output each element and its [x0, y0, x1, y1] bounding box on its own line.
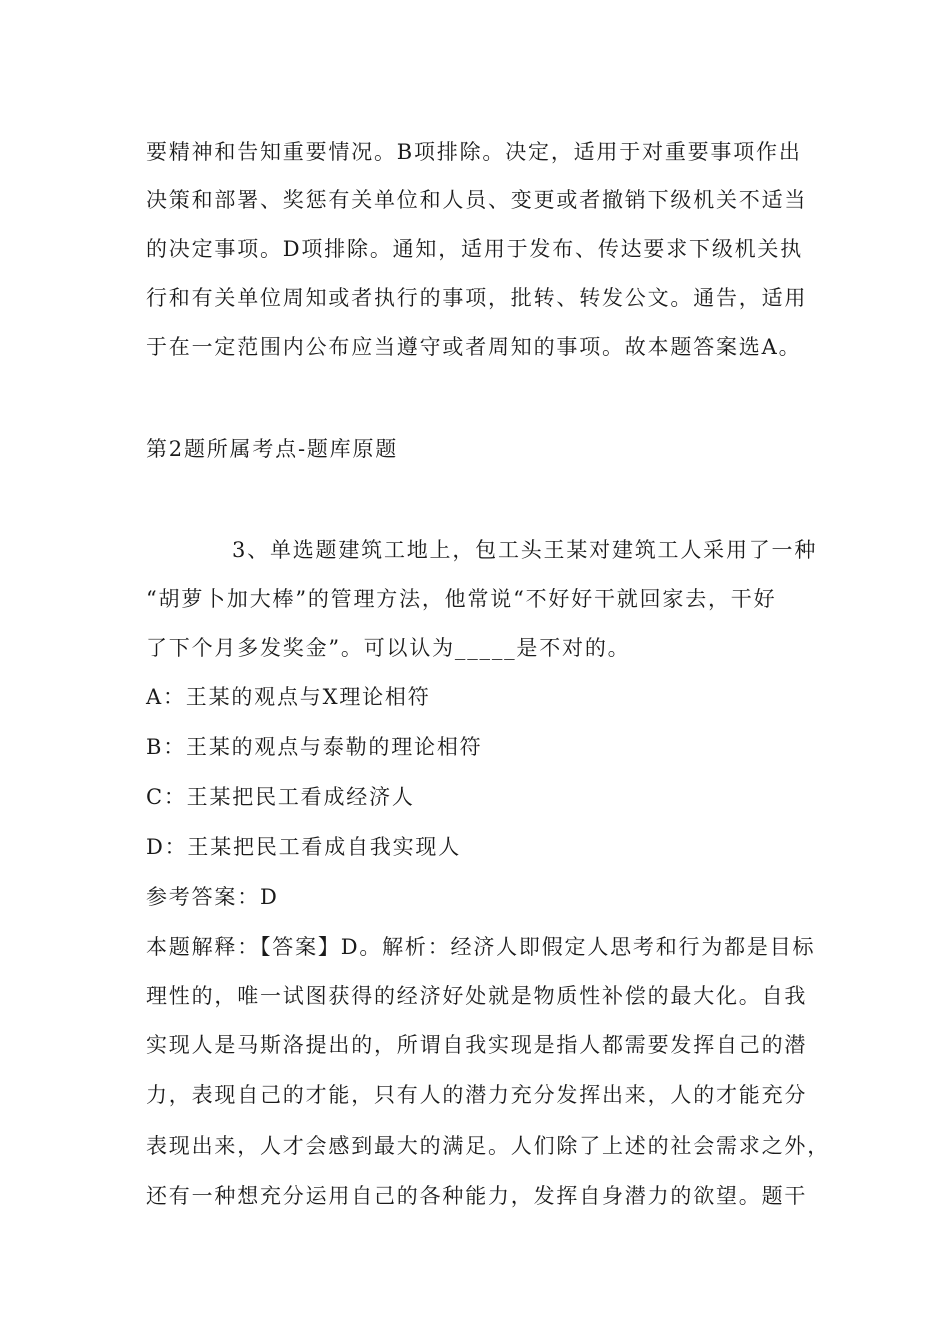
- explanation-line: 表现出来，人才会感到最大的满足。人们除了上述的社会需求之外，: [146, 1134, 830, 1158]
- reference-answer: 参考答案：D: [146, 885, 279, 909]
- question-stem: 3、单选题建筑工地上，包工头王某对建筑工人采用了一种: [232, 538, 818, 562]
- explanation-line: 实现人是马斯洛提出的，所谓自我实现是指人都需要发挥自己的潜: [146, 1033, 808, 1057]
- question-stem: “胡萝卜加大棒”的管理方法，他常说“不好好干就回家去，干好: [146, 587, 777, 611]
- explanation-line: 理性的，唯一试图获得的经济好处就是物质性补偿的最大化。自我: [146, 984, 808, 1008]
- text-line: 决策和部署、奖惩有关单位和人员、变更或者撤销下级机关不适当: [146, 188, 808, 212]
- text-line: 行和有关单位周知或者执行的事项，批转、转发公文。通告，适用: [146, 286, 808, 310]
- text-line: 要精神和告知重要情况。B项排除。决定，适用于对重要事项作出: [146, 140, 802, 164]
- section-heading: 第2题所属考点-题库原题: [146, 437, 399, 461]
- text-line: 于在一定范围内公布应当遵守或者周知的事项。故本题答案选A。: [146, 335, 802, 359]
- explanation-line: 力，表现自己的才能，只有人的潜力充分发挥出来，人的才能充分: [146, 1083, 808, 1107]
- option-a: A：王某的观点与X理论相符: [146, 685, 431, 709]
- explanation-line: 本题解释：【答案】D。解析：经济人即假定人思考和行为都是目标: [146, 935, 816, 959]
- option-b: B：王某的观点与泰勒的理论相符: [146, 735, 483, 759]
- question-stem: 了下个月多发奖金”。可以认为_____是不对的。: [146, 636, 631, 660]
- option-c: C：王某把民工看成经济人: [146, 785, 415, 809]
- option-d: D：王某把民工看成自我实现人: [146, 835, 462, 859]
- explanation-line: 还有一种想充分运用自己的各种能力，发挥自身潜力的欲望。题干: [146, 1184, 808, 1208]
- text-line: 的决定事项。D项排除。通知，适用于发布、传达要求下级机关执: [146, 237, 804, 261]
